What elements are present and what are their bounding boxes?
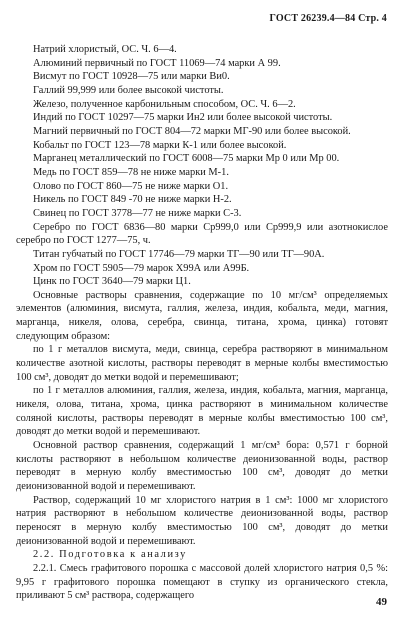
reagent-item: Алюминий первичный по ГОСТ 11069—74 марки А 99. <box>33 57 281 69</box>
paragraph-graphite-mixture: 2.2.1. Смесь графитового порошка с массовой долей хлористого натрия 0,5 %: 9,95 г графитового порошка помещают в ступку из органического стекла, приливают 5 см³ раствора, содержащего <box>16 562 388 602</box>
page-header: ГОСТ 26239.4—84 Стр. 4 <box>269 13 387 24</box>
reagent-item: Серебро по ГОСТ 6836—80 марки Ср999,0 или Ср999,9 или азотнокислое серебро по ГОСТ 1277—75, ч. <box>16 221 388 247</box>
reagent-item: Висмут по ГОСТ 10928—75 или марки Ви0. <box>33 71 230 83</box>
reagent-item: Железо, полученное карбонильным способом, ОС. Ч. 6—2. <box>33 98 296 110</box>
paragraph-metals-nitric: по 1 г металлов висмута, меди, свинца, серебра растворяют в минимальном количестве азотной кислоты, растворы переводят в мерные колбы вместимостью 100 см³, доводят до метки водой и перемешивают; <box>16 344 388 383</box>
reagent-item: Никель по ГОСТ 849 -70 не ниже марки Н-2. <box>33 194 232 206</box>
reagent-item: Галлий 99,999 или более высокой чистоты. <box>33 84 224 96</box>
reagent-item: Индий по ГОСТ 10297—75 марки Ин2 или более высокой чистоты. <box>33 112 333 124</box>
reagent-list <box>16 43 388 289</box>
reagent-item: Медь по ГОСТ 859—78 не ниже марки М-1. <box>33 166 229 178</box>
reagent-item: Натрий хлористый, ОС. Ч. 6—4. <box>33 44 177 55</box>
paragraph-boron-solution: Основной раствор сравнения, содержащий 1 мг/см³ бора: 0,571 г борной кислоты растворяют в небольшом количестве деионизованной воды, раствор переводят в мерную колбу вместимостью 100 см³, доводят до метки деионизованной водой и перемешивают. <box>16 440 388 492</box>
reagent-item: Свинец по ГОСТ 3778—77 не ниже марки С-3. <box>33 207 242 219</box>
reagent-item: Цинк по ГОСТ 3640—79 марки Ц1. <box>33 276 191 288</box>
reagent-item: Марганец металлический по ГОСТ 6008—75 марки Мр 0 или Мр 00. <box>33 153 340 165</box>
reagent-item: Кобальт по ГОСТ 123—78 марки К-1 или более высокой. <box>33 139 287 151</box>
reagent-item: Олово по ГОСТ 860—75 не ниже марки О1. <box>33 180 229 192</box>
paragraph-sodium-chloride-solution: Раствор, содержащий 10 мг хлористого натрия в 1 см³: 1000 мг хлористого натрия растворяют в небольшом количестве деионизованной воды, раствор переносят в мерную колбу вместимостью 100 см³, доводят до метки деионизованной водой и перемешивают. <box>16 494 388 547</box>
paragraph-metals-hydrochloric: по 1 г металлов алюминия, галлия, железа, индия, кобальта, магния, марганца, никеля, олова, титана, хрома, цинка растворяют в минимальном количестве соляной кислоты, растворы переводят в мерные колбы вместимостью 100 см³, доводят до метки водой и перемешивают. <box>16 385 388 438</box>
page-number: 49 <box>376 596 387 608</box>
page-body <box>16 43 388 603</box>
section-heading: 2.2. Подготовка к анализу <box>33 549 187 561</box>
paragraph-intro: Основные растворы сравнения, содержащие по 10 мг/см³ определяемых элементов (алюминия, висмута, галлия, железа, индия, кобальта, меди, магния, марганца, никеля, олова, серебра, свинца, титана, хрома, цинка) готовят следующим образом: <box>16 289 388 342</box>
reagent-item: Магний первичный по ГОСТ 804—72 марки МГ-90 или более высокой. <box>33 125 351 137</box>
reagent-item: Титан губчатый по ГОСТ 17746—79 марки ТГ—90 или ТГ—90А. <box>33 248 325 260</box>
reagent-item: Хром по ГОСТ 5905—79 марок Х99А или А99Б. <box>33 262 250 274</box>
